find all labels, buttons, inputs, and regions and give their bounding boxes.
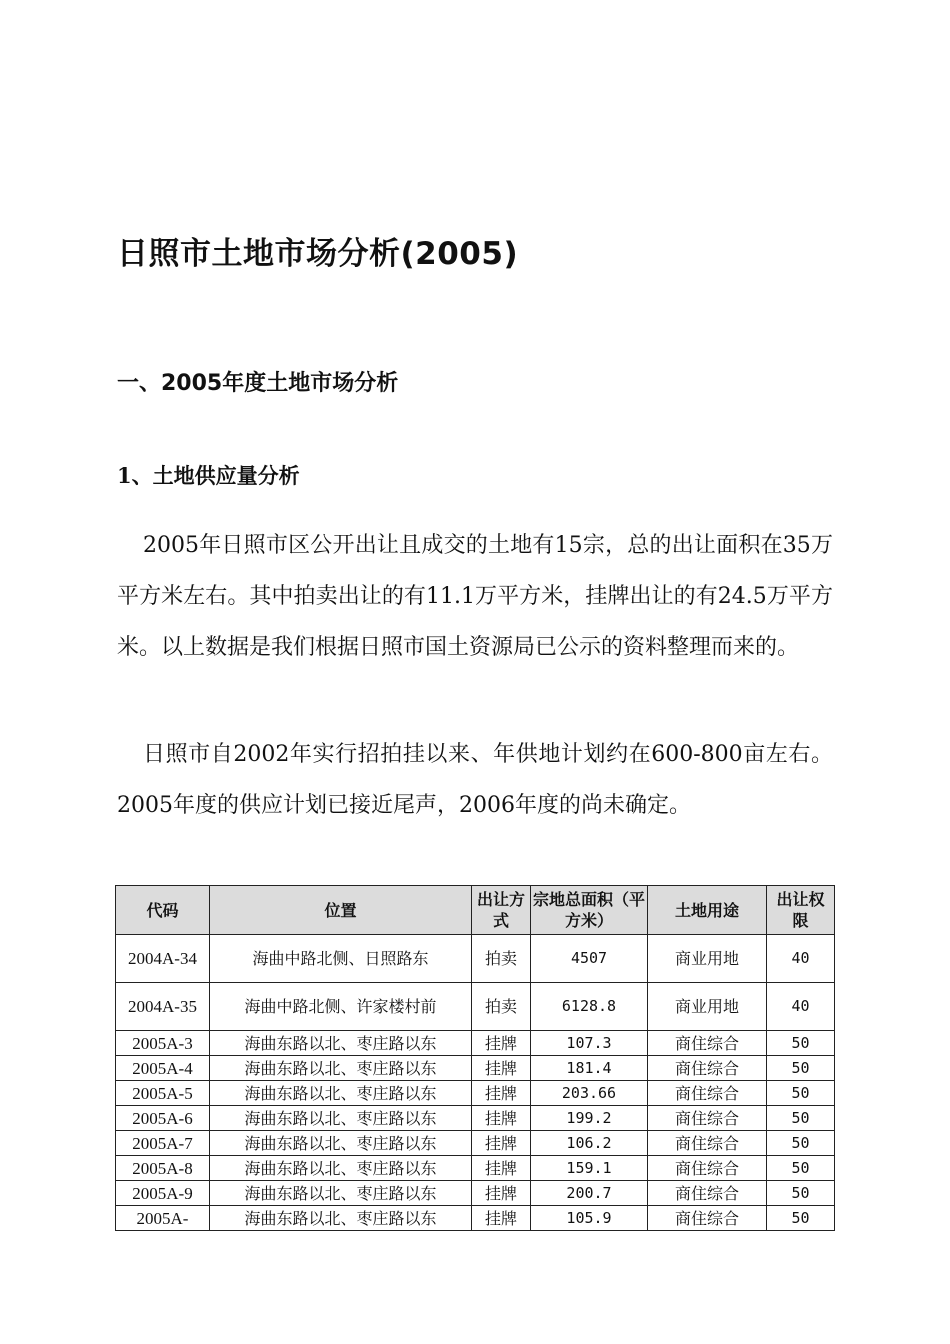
cell-term: 40 (767, 935, 835, 983)
cell-code: 2005A- (116, 1206, 210, 1231)
table-row (116, 1131, 835, 1156)
cell-code: 2005A-6 (116, 1106, 210, 1131)
cell-location: 海曲东路以北、枣庄路以东 (210, 1131, 472, 1156)
cell-use: 商住综合 (648, 1106, 767, 1131)
cell-area: 203.66 (531, 1081, 648, 1106)
land-transfer-table (115, 885, 835, 1231)
table-row (116, 983, 835, 1031)
cell-use: 商住综合 (648, 1081, 767, 1106)
header-land-use: 土地用途 (648, 886, 767, 935)
cell-area: 199.2 (531, 1106, 648, 1131)
cell-term: 50 (767, 1106, 835, 1131)
cell-term: 50 (767, 1206, 835, 1231)
table-row (116, 1031, 835, 1056)
cell-use: 商住综合 (648, 1181, 767, 1206)
paragraph-land-supply: 2005年日照市区公开出让且成交的土地有15宗，总的出让面积在35万平方米左右。其中拍卖出让的有11.1万平方米，挂牌出让的有24.5万平方米。以上数据是我们根据日照市国土资源局已公示的资料整理而来的。 (117, 533, 833, 660)
cell-code: 2005A-5 (116, 1081, 210, 1106)
table-row (116, 1081, 835, 1106)
cell-area: 105.9 (531, 1206, 648, 1231)
cell-method: 挂牌 (472, 1031, 531, 1056)
cell-code: 2004A-34 (116, 935, 210, 983)
table-header-row (116, 886, 835, 935)
header-code: 代码 (116, 886, 210, 935)
cell-term: 50 (767, 1156, 835, 1181)
table-row (116, 935, 835, 983)
cell-use: 商业用地 (648, 935, 767, 983)
cell-term: 50 (767, 1056, 835, 1081)
cell-method: 拍卖 (472, 983, 531, 1031)
cell-term: 50 (767, 1131, 835, 1156)
cell-method: 挂牌 (472, 1081, 531, 1106)
cell-method: 挂牌 (472, 1156, 531, 1181)
cell-area: 200.7 (531, 1181, 648, 1206)
cell-use: 商住综合 (648, 1056, 767, 1081)
cell-code: 2005A-8 (116, 1156, 210, 1181)
cell-use: 商住综合 (648, 1031, 767, 1056)
cell-location: 海曲中路北侧、许家楼村前 (210, 983, 472, 1031)
table-row (116, 1206, 835, 1231)
section-heading: 一、2005年度土地市场分析 (117, 371, 399, 396)
cell-use: 商业用地 (648, 983, 767, 1031)
paragraph-supply-plan: 日照市自2002年实行招拍挂以来、年供地计划约在600-800亩左右。2005年度的供应计划已接近尾声，2006年度的尚未确定。 (117, 742, 833, 818)
cell-location: 海曲东路以北、枣庄路以东 (210, 1081, 472, 1106)
cell-term: 50 (767, 1181, 835, 1206)
cell-code: 2004A-35 (116, 983, 210, 1031)
header-transfer-method: 出让方式 (472, 886, 531, 935)
cell-area: 4507 (531, 935, 648, 983)
cell-area: 181.4 (531, 1056, 648, 1081)
cell-location: 海曲东路以北、枣庄路以东 (210, 1106, 472, 1131)
cell-method: 拍卖 (472, 935, 531, 983)
table-row (116, 1056, 835, 1081)
cell-location: 海曲东路以北、枣庄路以东 (210, 1181, 472, 1206)
cell-location: 海曲东路以北、枣庄路以东 (210, 1056, 472, 1081)
subsection-heading: 1、土地供应量分析 (117, 463, 300, 488)
cell-use: 商住综合 (648, 1131, 767, 1156)
cell-location: 海曲东路以北、枣庄路以东 (210, 1031, 472, 1056)
table-row (116, 1156, 835, 1181)
cell-area: 159.1 (531, 1156, 648, 1181)
cell-method: 挂牌 (472, 1131, 531, 1156)
table-row (116, 1181, 835, 1206)
cell-term: 50 (767, 1081, 835, 1106)
cell-code: 2005A-3 (116, 1031, 210, 1056)
header-location: 位置 (210, 886, 472, 935)
cell-location: 海曲中路北侧、日照路东 (210, 935, 472, 983)
cell-area: 106.2 (531, 1131, 648, 1156)
cell-term: 40 (767, 983, 835, 1031)
cell-location: 海曲东路以北、枣庄路以东 (210, 1206, 472, 1231)
header-total-area: 宗地总面积（平方米） (531, 886, 648, 935)
document-title: 日照市土地市场分析(2005) (117, 236, 519, 272)
cell-code: 2005A-7 (116, 1131, 210, 1156)
table-row (116, 1106, 835, 1131)
cell-area: 107.3 (531, 1031, 648, 1056)
cell-method: 挂牌 (472, 1181, 531, 1206)
header-transfer-term: 出让权限 (767, 886, 835, 935)
cell-method: 挂牌 (472, 1056, 531, 1081)
cell-method: 挂牌 (472, 1206, 531, 1231)
cell-location: 海曲东路以北、枣庄路以东 (210, 1156, 472, 1181)
cell-use: 商住综合 (648, 1156, 767, 1181)
cell-term: 50 (767, 1031, 835, 1056)
cell-code: 2005A-9 (116, 1181, 210, 1206)
cell-code: 2005A-4 (116, 1056, 210, 1081)
cell-area: 6128.8 (531, 983, 648, 1031)
cell-use: 商住综合 (648, 1206, 767, 1231)
cell-method: 挂牌 (472, 1106, 531, 1131)
